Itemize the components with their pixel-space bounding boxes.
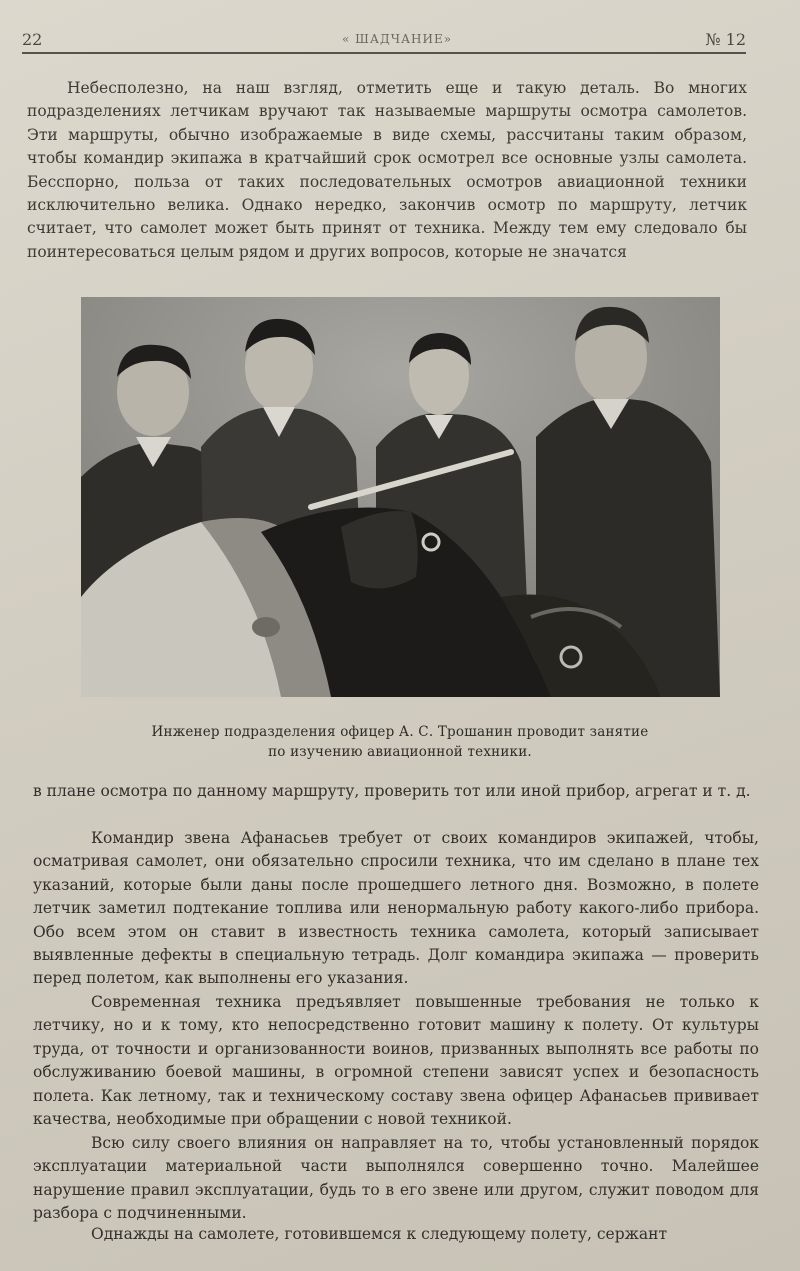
paragraph-afanasyev-requirements: Командир звена Афанасьев требует от своих командиров экипажей, чтобы, осматривая самолет, они обязательно спросили техника, что им сделано в плане тех указаний, которые были даны после прошедшего летного дня. Возможно, в полете летчик заметил подтекание топлива или ненормальную работу какого-либо прибора. Обо всем этом он ставит в известность техника самолета, который записывает выявленные дефекты в специальную тетрадь. Долг командира экипажа — проверить перед полетом, как выполнены его указания. [33,829,759,988]
caption-line-2: по изучению авиационной техники. [268,744,532,760]
paragraph-continuation: в плане осмотра по данному маршруту, проверить тот или иной прибор, агрегат и т. д. [33,782,751,800]
paragraph-modern-technology: Современная техника предъявляет повышенные требования не только к летчику, но и к тому, кто непосредственно готовит машину к полету. От культуры труда, от точности и организованности воинов, призванных выполнять все работы по обслуживанию боевой машины, в огромной степени зависят успех и безопасность полета. Как летному, так и техническому составу звена офицер Афанасьев прививает качества, необходимые при обращении с новой техникой. [33,993,759,1129]
header-rule [22,52,746,54]
caption-line-1: Инженер подразделения офицер А. С. Трошанин проводит занятие [151,724,649,740]
page-header [22,30,746,52]
photo-caption [60,722,740,762]
paragraph-once-sergeant: Однажды на самолете, готовившемся к следующему полету, сержант [91,1225,668,1243]
paragraph-top: Небесполезно, на наш взгляд, отметить еще и такую деталь. Во многих подразделениях летчикам вручают так называемые маршруты осмотра самолетов. Эти маршруты, обычно изображаемые в виде схемы, рассчитаны таким образом, чтобы командир экипажа в кратчайший срок осмотрел все основные узлы самолета. Бесспорно, польза от таких последовательных осмотров авиационной техники исключительно велика. Однако нередко, закончив осмотр по маршруту, летчик считает, что самолет может быть принят от техника. Между тем ему следовало бы поинтересоваться целым рядом и других вопросов, которые не значатся [27,79,747,261]
paragraph-operation-rules: Всю силу своего влияния он направляет на то, чтобы установленный порядок эксплуатации материальной части выполнялся совершенно точно. Малейшее нарушение правил эксплуатации, будь то в его звене или другом, служит поводом для разбора с подчиненными. [33,1134,759,1223]
running-title: « ШАДЧАНИЕ» [342,32,453,46]
issue-number: № 12 [705,30,746,49]
photo-illustration [81,297,720,697]
photo-engineers-with-engine [81,297,720,697]
page-number: 22 [22,30,43,49]
